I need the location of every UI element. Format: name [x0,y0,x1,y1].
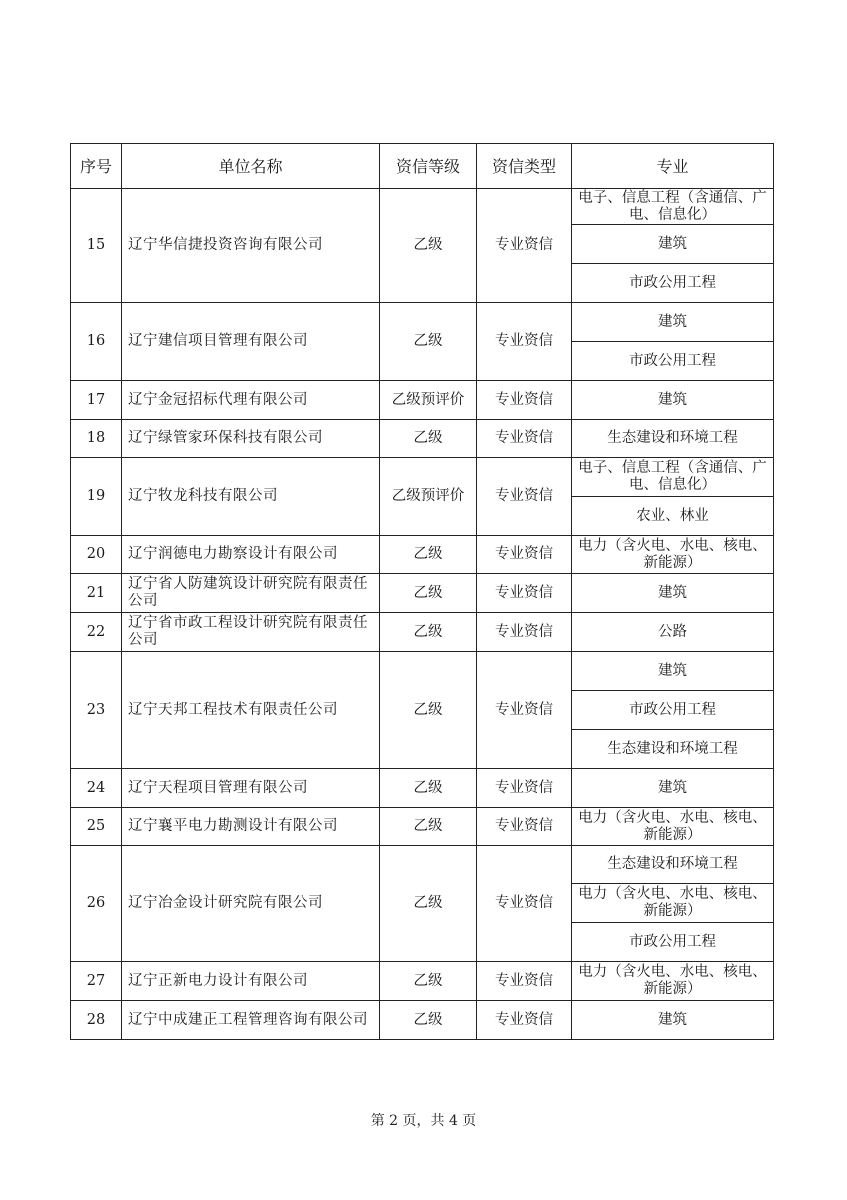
credit-type-cell: 专业资信 [477,381,572,420]
row-index: 28 [71,1001,122,1040]
table-row [71,846,774,884]
table-row [71,808,774,846]
credit-grade-cell: 乙级预评价 [380,458,477,536]
table-row [71,381,774,420]
credit-grade-cell: 乙级 [380,189,477,303]
major-cell: 电力（含火电、水电、核电、新能源） [572,536,774,574]
unit-name-cell: 辽宁建信项目管理有限公司 [122,303,380,381]
credit-grade-cell: 乙级 [380,303,477,381]
row-index: 15 [71,189,122,303]
row-index: 16 [71,303,122,381]
credit-grade-cell: 乙级 [380,420,477,458]
major-cell: 电子、信息工程（含通信、广电、信息化） [572,458,774,497]
credit-type-cell: 专业资信 [477,1001,572,1040]
unit-name-cell: 辽宁省市政工程设计研究院有限责任公司 [122,613,380,652]
major-cell: 农业、林业 [572,497,774,536]
row-index: 27 [71,962,122,1001]
major-cell: 市政公用工程 [572,691,774,730]
major-cell: 电子、信息工程（含通信、广电、信息化） [572,189,774,225]
credit-type-cell: 专业资信 [477,808,572,846]
major-cell: 生态建设和环境工程 [572,730,774,769]
unit-name-cell: 辽宁正新电力设计有限公司 [122,962,380,1001]
credit-type-cell: 专业资信 [477,652,572,769]
major-cell: 市政公用工程 [572,342,774,381]
credit-type-cell: 专业资信 [477,189,572,303]
credit-type-cell: 专业资信 [477,420,572,458]
row-index: 25 [71,808,122,846]
credit-grade-cell: 乙级 [380,652,477,769]
table-row [71,536,774,574]
credit-grade-cell: 乙级 [380,536,477,574]
table-body [71,189,774,1040]
unit-name-cell: 辽宁金冠招标代理有限公司 [122,381,380,420]
header-credit-type: 资信类型 [477,144,572,189]
major-cell: 建筑 [572,652,774,691]
table-row [71,613,774,652]
table-row [71,962,774,1001]
credit-grade-cell: 乙级 [380,1001,477,1040]
credit-grade-cell: 乙级 [380,574,477,613]
unit-name-cell: 辽宁天邦工程技术有限责任公司 [122,652,380,769]
major-cell: 公路 [572,613,774,652]
unit-name-cell: 辽宁中成建正工程管理咨询有限公司 [122,1001,380,1040]
row-index: 22 [71,613,122,652]
row-index: 24 [71,769,122,808]
unit-name-cell: 辽宁省人防建筑设计研究院有限责任公司 [122,574,380,613]
unit-name-cell: 辽宁天程项目管理有限公司 [122,769,380,808]
header-credit-grade: 资信等级 [380,144,477,189]
unit-name-cell: 辽宁冶金设计研究院有限公司 [122,846,380,962]
credit-type-cell: 专业资信 [477,769,572,808]
row-index: 21 [71,574,122,613]
major-cell: 电力（含火电、水电、核电、新能源） [572,808,774,846]
credit-grade-cell: 乙级 [380,808,477,846]
major-cell: 生态建设和环境工程 [572,846,774,884]
major-cell: 市政公用工程 [572,923,774,962]
credit-type-cell: 专业资信 [477,962,572,1001]
row-index: 23 [71,652,122,769]
table-row [71,458,774,497]
credit-type-cell: 专业资信 [477,303,572,381]
row-index: 18 [71,420,122,458]
credit-type-cell: 专业资信 [477,574,572,613]
table-row [71,420,774,458]
unit-name-cell: 辽宁润德电力勘察设计有限公司 [122,536,380,574]
row-index: 26 [71,846,122,962]
table-row [71,769,774,808]
credit-type-cell: 专业资信 [477,613,572,652]
header-index: 序号 [71,144,122,189]
table-header-row [71,144,774,189]
table-row [71,189,774,225]
header-unit-name: 单位名称 [122,144,380,189]
credit-grade-cell: 乙级 [380,962,477,1001]
credit-type-cell: 专业资信 [477,846,572,962]
major-cell: 建筑 [572,769,774,808]
unit-name-cell: 辽宁绿管家环保科技有限公司 [122,420,380,458]
unit-name-cell: 辽宁襄平电力勘测设计有限公司 [122,808,380,846]
row-index: 19 [71,458,122,536]
qualification-table [70,143,774,1040]
major-cell: 电力（含火电、水电、核电、新能源） [572,962,774,1001]
major-cell: 建筑 [572,225,774,264]
major-cell: 建筑 [572,381,774,420]
credit-type-cell: 专业资信 [477,458,572,536]
major-cell: 生态建设和环境工程 [572,420,774,458]
page-footer: 第 2 页，共 4 页 [370,1113,477,1129]
credit-type-cell: 专业资信 [477,536,572,574]
row-index: 17 [71,381,122,420]
row-index: 20 [71,536,122,574]
major-cell: 建筑 [572,1001,774,1040]
credit-grade-cell: 乙级预评价 [380,381,477,420]
major-cell: 市政公用工程 [572,264,774,303]
unit-name-cell: 辽宁华信捷投资咨询有限公司 [122,189,380,303]
table-row [71,574,774,613]
table-row [71,652,774,691]
header-major: 专业 [572,144,774,189]
credit-grade-cell: 乙级 [380,613,477,652]
major-cell: 建筑 [572,574,774,613]
credit-grade-cell: 乙级 [380,769,477,808]
unit-name-cell: 辽宁牧龙科技有限公司 [122,458,380,536]
table-row [71,303,774,342]
credit-grade-cell: 乙级 [380,846,477,962]
major-cell: 建筑 [572,303,774,342]
table-row [71,1001,774,1040]
major-cell: 电力（含火电、水电、核电、新能源） [572,884,774,923]
